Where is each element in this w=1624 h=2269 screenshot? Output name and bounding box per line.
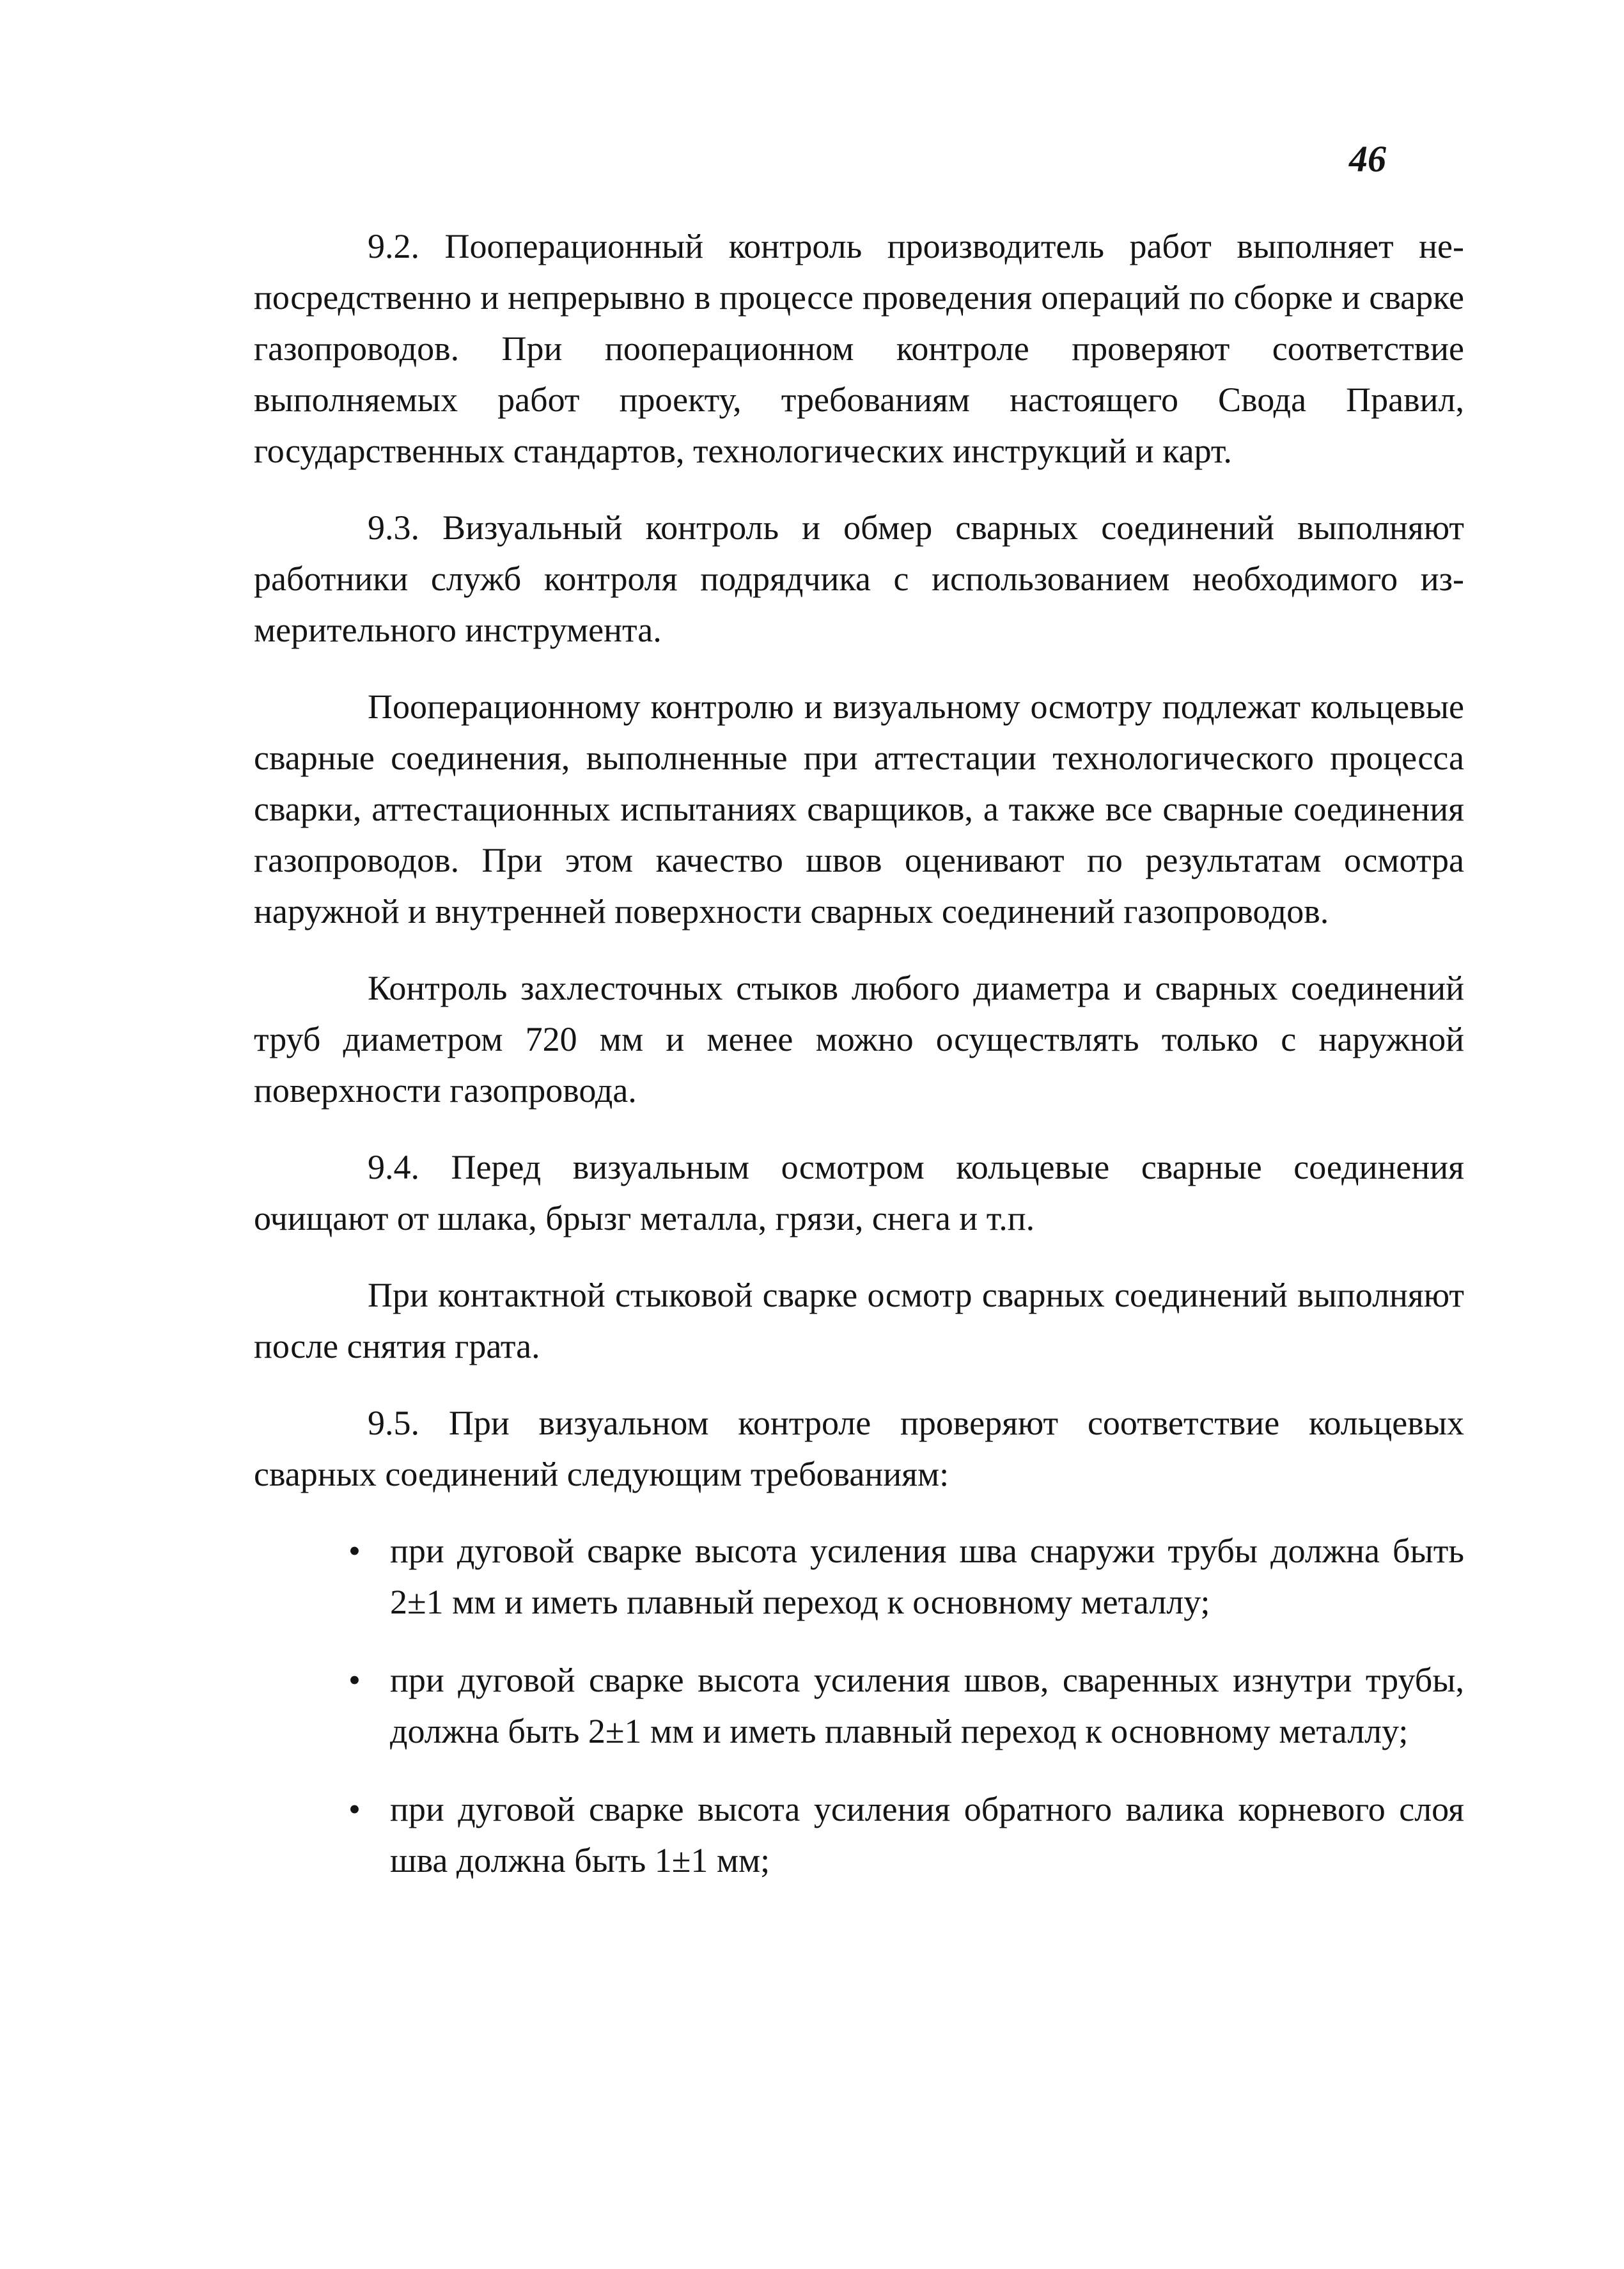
paragraph-9-3: 9.3. Визуальный контроль и обмер сварных соединений выполняют работники служб контроля подрядчика с использованием необходимого измерительного инструмента. [254,508,1464,649]
page-number: 46 [1349,138,1386,180]
bullet-icon: • [348,1532,361,1570]
requirements-list [254,1525,1464,1886]
bullet-icon: • [348,1790,361,1828]
list-item-text: при дуговой сварке высота усиления обратного валика корневого слоя шва должна быть 1±1 мм; [390,1790,1464,1880]
list-item [254,1525,1464,1628]
document-body [254,221,1464,1913]
list-item [254,1654,1464,1757]
list-item-text: при дуговой сварке высота усиления шва снаружи трубы должна быть 2±1 мм и иметь плавный переход к основному металлу; [390,1532,1464,1621]
paragraph-overlap-joints: Контроль захлесточных стыков любого диаметра и сварных соединений труб диаметром 720 мм и менее можно осуществлять только с наружной поверхности газопровода. [254,969,1464,1110]
bullet-icon: • [348,1661,361,1699]
paragraph-9-2: 9.2. Пооперационный контроль производитель работ выполняет непосредственно и непрерывно в процессе проведения операций по сборке и сварке газопроводов. При пооперационном контроле проверяют соответствие выполняемых работ проекту, требованиям настоящего Свода Правил, государственных стандартов, технологических инструкций и карт. [254,227,1464,470]
paragraph-9-4: 9.4. Перед визуальным осмотром кольцевые сварные соединения очищают от шлака, брызг металла, грязи, снега и т.п. [254,1148,1464,1237]
list-item-text: при дуговой сварке высота усиления швов, сваренных изнутри трубы, должна быть 2±1 мм и иметь плавный переход к основному металлу; [390,1661,1464,1750]
paragraph-9-5: 9.5. При визуальном контроле проверяют соответствие кольцевых сварных соединений следующим требованиям: [254,1404,1464,1493]
paragraph-visual-inspection: Пооперационному контролю и визуальному осмотру подлежат кольцевые сварные соединения, выполненные при аттестации технологического процесса сварки, аттестационных испытаниях сварщиков, а также все сварные соединения газопроводов. При этом качество швов оценивают по результатам осмотра наружной и внутренней поверхности сварных соединений газопроводов. [254,687,1464,930]
list-item [254,1784,1464,1886]
paragraph-contact-welding: При контактной стыковой сварке осмотр сварных соединений выполняют после снятия грата. [254,1276,1464,1365]
